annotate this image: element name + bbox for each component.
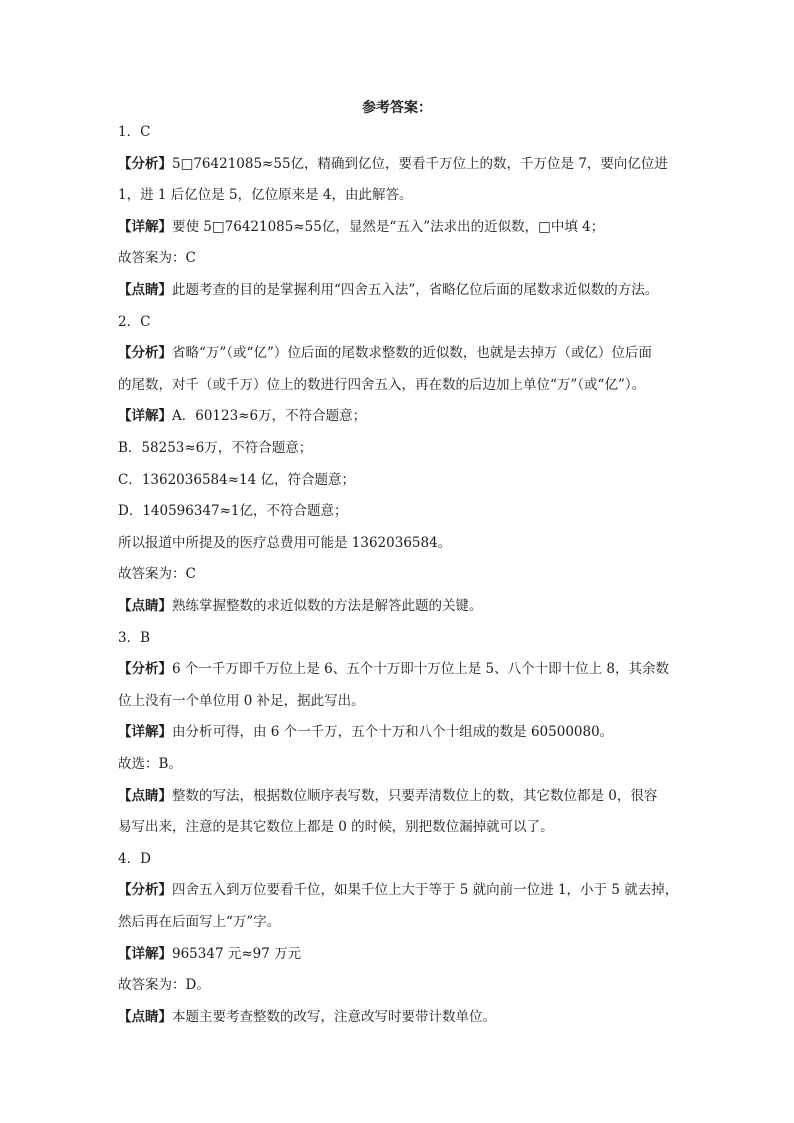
answer-line (118, 248, 698, 268)
section-tag: 【详解】 (118, 408, 172, 425)
line-text: A．60123≈6万，不符合题意； (172, 408, 367, 425)
answer-line (118, 564, 698, 584)
line-text: 要使 5□76421085≈55亿，显然是“五入”法求出的近似数，□中填 4； (172, 218, 605, 235)
section-tag: 【分析】 (118, 661, 172, 678)
section-tag: 【点睛】 (118, 282, 172, 298)
line-text: 整数的写法，根据数位顺序表写数，只要弄清数位上的数，其它数位都是 0，很容 (172, 787, 658, 804)
answer-line (118, 501, 698, 521)
line-text: B．58253≈6万，不符合题意； (118, 440, 313, 456)
line-text: 省略“万”（或“亿”）位后面的尾数求整数的近似数，也就是去掉万（或亿）位后面 (172, 345, 652, 362)
section-tag: 【详解】 (118, 218, 172, 235)
answer-line (118, 217, 698, 237)
answer-line (118, 343, 698, 363)
answer-line (118, 975, 698, 995)
section-tag: 【详解】 (118, 724, 172, 741)
line-text: 故答案为：D。 (118, 977, 210, 994)
line-text: 1，进 1 后亿位是 5，亿位原来是 4，由此解答。 (118, 187, 413, 204)
answer-line (118, 470, 698, 490)
answer-line (118, 438, 698, 458)
section-tag: 【分析】 (118, 345, 172, 362)
line-text: 所以报道中所提及的医疗总费用可能是 1362036584。 (118, 534, 452, 551)
answer-line (118, 817, 698, 837)
answer-line (118, 533, 698, 553)
answer-line (118, 154, 698, 174)
line-text: 故答案为：C (118, 250, 196, 267)
answer-line (118, 628, 698, 648)
answer-line (118, 722, 698, 742)
line-text: 四舍五入到万位要看千位，如果千位上大于等于 5 就向前一位进 1，小于 5 就去掉， (172, 882, 679, 899)
line-text: 2．C (118, 313, 151, 330)
line-text: 6 个一千万即千万位上是 6、五个十万即十万位上是 5、八个十即十位上 8，其余数 (172, 661, 670, 678)
line-text: 此题考查的目的是掌握利用“四舍五入法”，省略亿位后面的尾数求近似数的方法。 (172, 282, 659, 298)
section-tag: 【分析】 (118, 882, 172, 899)
answer-line (118, 1007, 698, 1027)
answer-line (118, 912, 698, 932)
line-text: 然后再在后面写上“万”字。 (118, 914, 281, 930)
line-text: 4．D (118, 850, 151, 867)
line-text: 易写出来，注意的是其它数位上都是 0 的时候，别把数位漏掉就可以了。 (118, 819, 554, 836)
section-tag: 【点睛】 (118, 1008, 172, 1025)
section-tag: 【点睛】 (118, 598, 172, 614)
line-text: D．140596347≈1亿，不符合题意； (118, 503, 348, 520)
line-text: 965347 元≈97 万元 (172, 945, 302, 962)
answer-line (118, 312, 698, 332)
answer-line (118, 754, 698, 774)
line-text: 1．C (118, 124, 151, 140)
line-text: 的尾数，对千（或千万）位上的数进行四舍五入，再在数的后边加上单位“万”（或“亿”）。 (118, 376, 646, 393)
answer-line (118, 786, 698, 806)
section-tag: 【分析】 (118, 155, 172, 172)
answer-line (118, 659, 698, 679)
answer-line (118, 944, 698, 964)
answer-line (118, 375, 698, 395)
line-text: 故答案为：C (118, 566, 196, 583)
answer-line (118, 280, 698, 300)
answer-line (118, 406, 698, 426)
answer-line (118, 596, 698, 616)
section-tag: 【点睛】 (118, 787, 172, 804)
line-text: 故选：B。 (118, 756, 182, 772)
line-text: 5□76421085≈55亿，精确到亿位，要看千万位上的数，千万位是 7，要向亿位进 (172, 155, 668, 172)
line-text: 3．B (118, 629, 151, 646)
line-text: 位上没有一个单位用 0 补足，据此写出。 (118, 692, 365, 709)
answer-line (118, 880, 698, 900)
answer-line (118, 849, 698, 869)
answer-line (118, 691, 698, 711)
answer-line (118, 185, 698, 205)
answer-line (118, 122, 698, 142)
line-text: 熟练掌握整数的求近似数的方法是解答此题的关键。 (172, 598, 483, 614)
line-text: 由分析可得，由 6 个一千万，五个十万和八个十组成的数是 60500080。 (172, 724, 614, 741)
page-title: 参考答案： (362, 100, 432, 116)
section-tag: 【详解】 (118, 945, 172, 962)
line-text: C．1362036584≈14 亿，符合题意； (118, 471, 356, 488)
line-text: 本题主要考查整数的改写，注意改写时要带计数单位。 (172, 1008, 496, 1025)
